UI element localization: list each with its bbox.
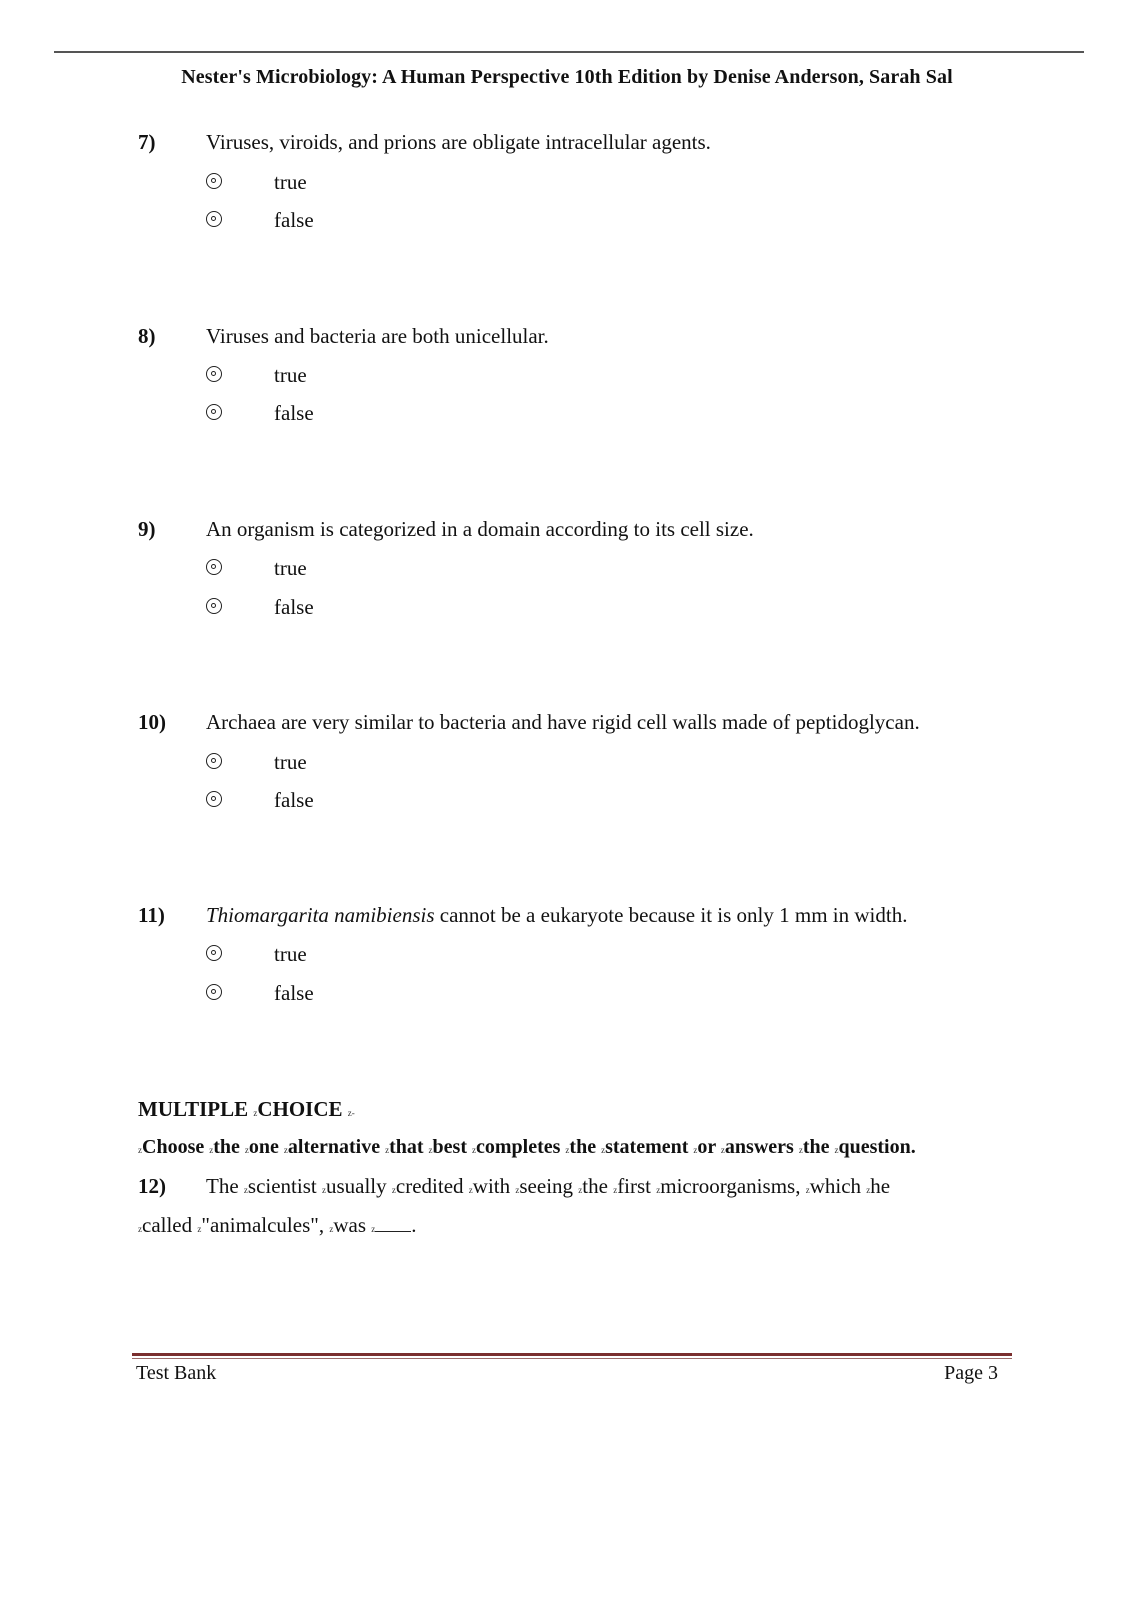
question-text: An organism is categorized in a domain according to its cell size. [206,517,754,541]
option-label: true [274,750,307,774]
question-text-line-1 [206,1174,890,1198]
z-marker: z [371,1224,376,1234]
option-label: false [274,208,314,232]
question-number: 8) [138,324,156,348]
word: or [697,1136,716,1158]
z-marker: z [209,1145,214,1155]
word: "animalcules", [201,1213,325,1237]
radio-icon[interactable] [206,984,222,1000]
question-text: Viruses and bacteria are both unicellular. [206,324,549,348]
radio-icon[interactable] [206,791,222,807]
footer-rule [132,1353,1012,1356]
radio-icon[interactable] [206,173,222,189]
question-text-line-2 [138,1213,417,1238]
z-marker: z [515,1185,520,1195]
radio-icon[interactable] [206,559,222,575]
z-marker: z [391,1185,396,1195]
sentence-end: . [411,1213,417,1237]
word: with [472,1174,511,1198]
z-marker: z [243,1185,248,1195]
z-marker: z [244,1145,249,1155]
question-number: 7) [138,130,156,154]
z-marker: z [283,1145,288,1155]
word: The [206,1174,239,1198]
radio-icon[interactable] [206,945,222,961]
z-marker: z [321,1185,326,1195]
word: called [142,1213,193,1237]
z-marker: z [428,1145,433,1155]
word: was [333,1213,367,1237]
z-marker: z [578,1185,583,1195]
z-marker: z [834,1145,839,1155]
word: the [802,1136,830,1158]
footer-label: Test Bank [136,1362,217,1384]
radio-icon[interactable] [206,366,222,382]
word: the [582,1174,608,1198]
question-number: 9) [138,517,156,541]
word: he [870,1174,891,1198]
species-name: Thiomargarita namibiensis [206,903,435,927]
word: statement [605,1136,689,1158]
question-number: 11) [138,903,165,927]
radio-icon[interactable] [206,211,222,227]
option-label: false [274,401,314,425]
z-marker: z [693,1145,698,1155]
document-header-title: Nester's Microbiology: A Human Perspective 10th Edition by Denise Anderson, Sarah Sal [181,66,953,88]
option-label: true [274,942,307,966]
word: seeing [519,1174,574,1198]
option-label: false [274,595,314,619]
header-rule [54,51,1084,53]
z-marker: z [329,1224,334,1234]
question-text: Archaea are very similar to bacteria and have rigid cell walls made of peptidoglycan. [206,710,920,734]
question-12 [138,1174,890,1199]
option-label: true [274,170,307,194]
word: credited [395,1174,464,1198]
section-title-word-2: CHOICE [257,1097,343,1121]
question-number: 12) [138,1174,166,1198]
z-marker: z [347,1108,352,1118]
option-label: false [274,981,314,1005]
section-title [138,1097,355,1122]
z-marker: z [720,1145,725,1155]
question-text-rest: cannot be a eukaryote because it is only 1 mm in width. [434,903,908,927]
word: usually [325,1174,387,1198]
option-label: true [274,363,307,387]
z-marker: z [798,1145,803,1155]
section-title-suffix: - [351,1108,355,1118]
word: which [809,1174,862,1198]
word: alternative [287,1136,381,1158]
section-instructions [138,1136,916,1159]
word: the [213,1136,240,1158]
radio-icon[interactable] [206,753,222,769]
z-marker: z [866,1185,871,1195]
section-title-word-1: MULTIPLE [138,1097,249,1121]
word: one [248,1136,279,1158]
word: microorganisms, [660,1174,801,1198]
word: first [617,1174,652,1198]
option-label: true [274,556,307,580]
z-marker: z [805,1185,810,1195]
answer-blank[interactable] [375,1213,411,1232]
z-marker: z [385,1145,390,1155]
word: completes [476,1136,561,1158]
question-text: Viruses, viroids, and prions are obligate intracellular agents. [206,130,711,154]
question-number: 10) [138,710,166,734]
word: the [569,1136,597,1158]
page-number: Page 3 [944,1362,998,1384]
z-marker: z [613,1185,618,1195]
option-label: false [274,788,314,812]
word: best [432,1136,467,1158]
z-marker: z [601,1145,606,1155]
z-marker: z [468,1185,473,1195]
z-marker: z [253,1108,258,1118]
z-marker: z [138,1145,142,1155]
word: Choose [142,1136,205,1158]
word: answers [724,1136,794,1158]
z-marker: z [197,1224,202,1234]
radio-icon[interactable] [206,598,222,614]
word: that [389,1136,424,1158]
z-marker: z [565,1145,570,1155]
z-marker: z [138,1224,142,1234]
footer-rule-thin [132,1358,1012,1359]
word: question. [838,1136,916,1158]
word: scientist [247,1174,317,1198]
z-marker: z [472,1145,476,1155]
z-marker: z [656,1185,661,1195]
radio-icon[interactable] [206,404,222,420]
question-text [206,903,907,928]
